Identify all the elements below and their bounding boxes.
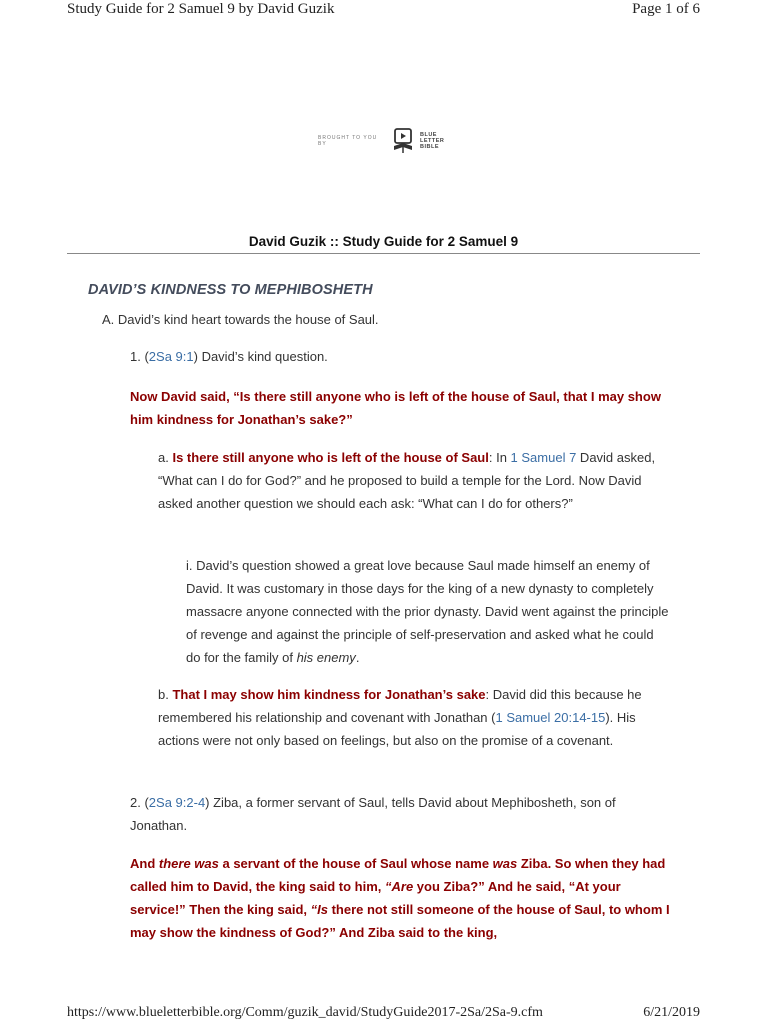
- scripture-link-2sa-9-2-4[interactable]: 2Sa 9:2-4: [148, 795, 206, 810]
- outline-item-1: 1. (2Sa 9:1) David’s kind question.: [130, 349, 328, 364]
- scripture-link-2sa-9-1[interactable]: 2Sa 9:1: [148, 349, 194, 364]
- scripture-link-1-samuel-20[interactable]: 1 Samuel 20:14-15: [495, 710, 606, 725]
- page-url: https://www.blueletterbible.org/Comm/guzik_david/StudyGuide2017-2Sa/2Sa-9.cfm: [67, 1005, 543, 1020]
- point-b-highlight: That I may show him kindness for Jonathan’s sake: [172, 687, 486, 702]
- bible-stand-icon: [392, 128, 414, 154]
- outline-point-a: A. David’s kind heart towards the house of Saul.: [102, 312, 379, 327]
- blb-logo[interactable]: [318, 126, 458, 156]
- point-a: a. Is there still anyone who is left of the house of Saul: In 1 Samuel 7 David asked, “What can I do for God?” and he proposed to build a temple for the Lord. Now David asked another question we should each ask: “What can I do for others?”: [158, 450, 656, 511]
- scripture-link-1-samuel-7[interactable]: 1 Samuel 7: [510, 450, 577, 465]
- section-heading: DAVID’S KINDNESS TO MEPHIBOSHETH: [88, 282, 373, 298]
- print-footer: [67, 1005, 700, 1024]
- document-title: David Guzik :: Study Guide for 2 Samuel 9: [248, 234, 519, 249]
- page-number: Page 1 of 6: [632, 1, 700, 17]
- point-b: b. That I may show him kindness for Jonathan’s sake: David did this because he remembered his relationship and covenant with Jonathan (1 Samuel 20:14-15). His actions were not only based on feelings, but also on the promise of a covenant.: [158, 687, 642, 748]
- point-i: i. David’s question showed a great love because Saul made himself an enemy of David. It was customary in those days for the king of a new dynasty to completely massacre anyone connected with the prior dynasty. David went against the principle of revenge and against the principle of self-preservation and asked what he could do for the family of his enemy.: [186, 558, 669, 665]
- print-header-title: Study Guide for 2 Samuel 9 by David Guzik: [67, 1, 335, 17]
- outline-item-2: 2. (2Sa 9:2-4) Ziba, a former servant of Saul, tells David about Mephibosheth, son of Jonathan.: [130, 795, 616, 833]
- title-divider: [67, 253, 700, 254]
- brought-to-you-by: BROUGHT TO YOU BY: [318, 135, 378, 147]
- print-date: 6/21/2019: [643, 1005, 700, 1020]
- blb-logo-text: BLUE LETTER BIBLE: [420, 132, 445, 150]
- print-header: [67, 0, 700, 20]
- point-a-highlight: Is there still anyone who is left of the house of Saul: [172, 450, 489, 465]
- scripture-quote-2: And there was a servant of the house of Saul whose name was Ziba. So when they had called him to David, the king said to him, “Are you Ziba?” And he said, “At your service!” Then the king said, “Is there not still someone of the house of Saul, to whom I may show the kindness of God?” And Ziba said to the king,: [130, 856, 670, 940]
- scripture-quote-1: Now David said, “Is there still anyone who is left of the house of Saul, that I may show him kindness for Jonathan’s sake?”: [130, 389, 661, 427]
